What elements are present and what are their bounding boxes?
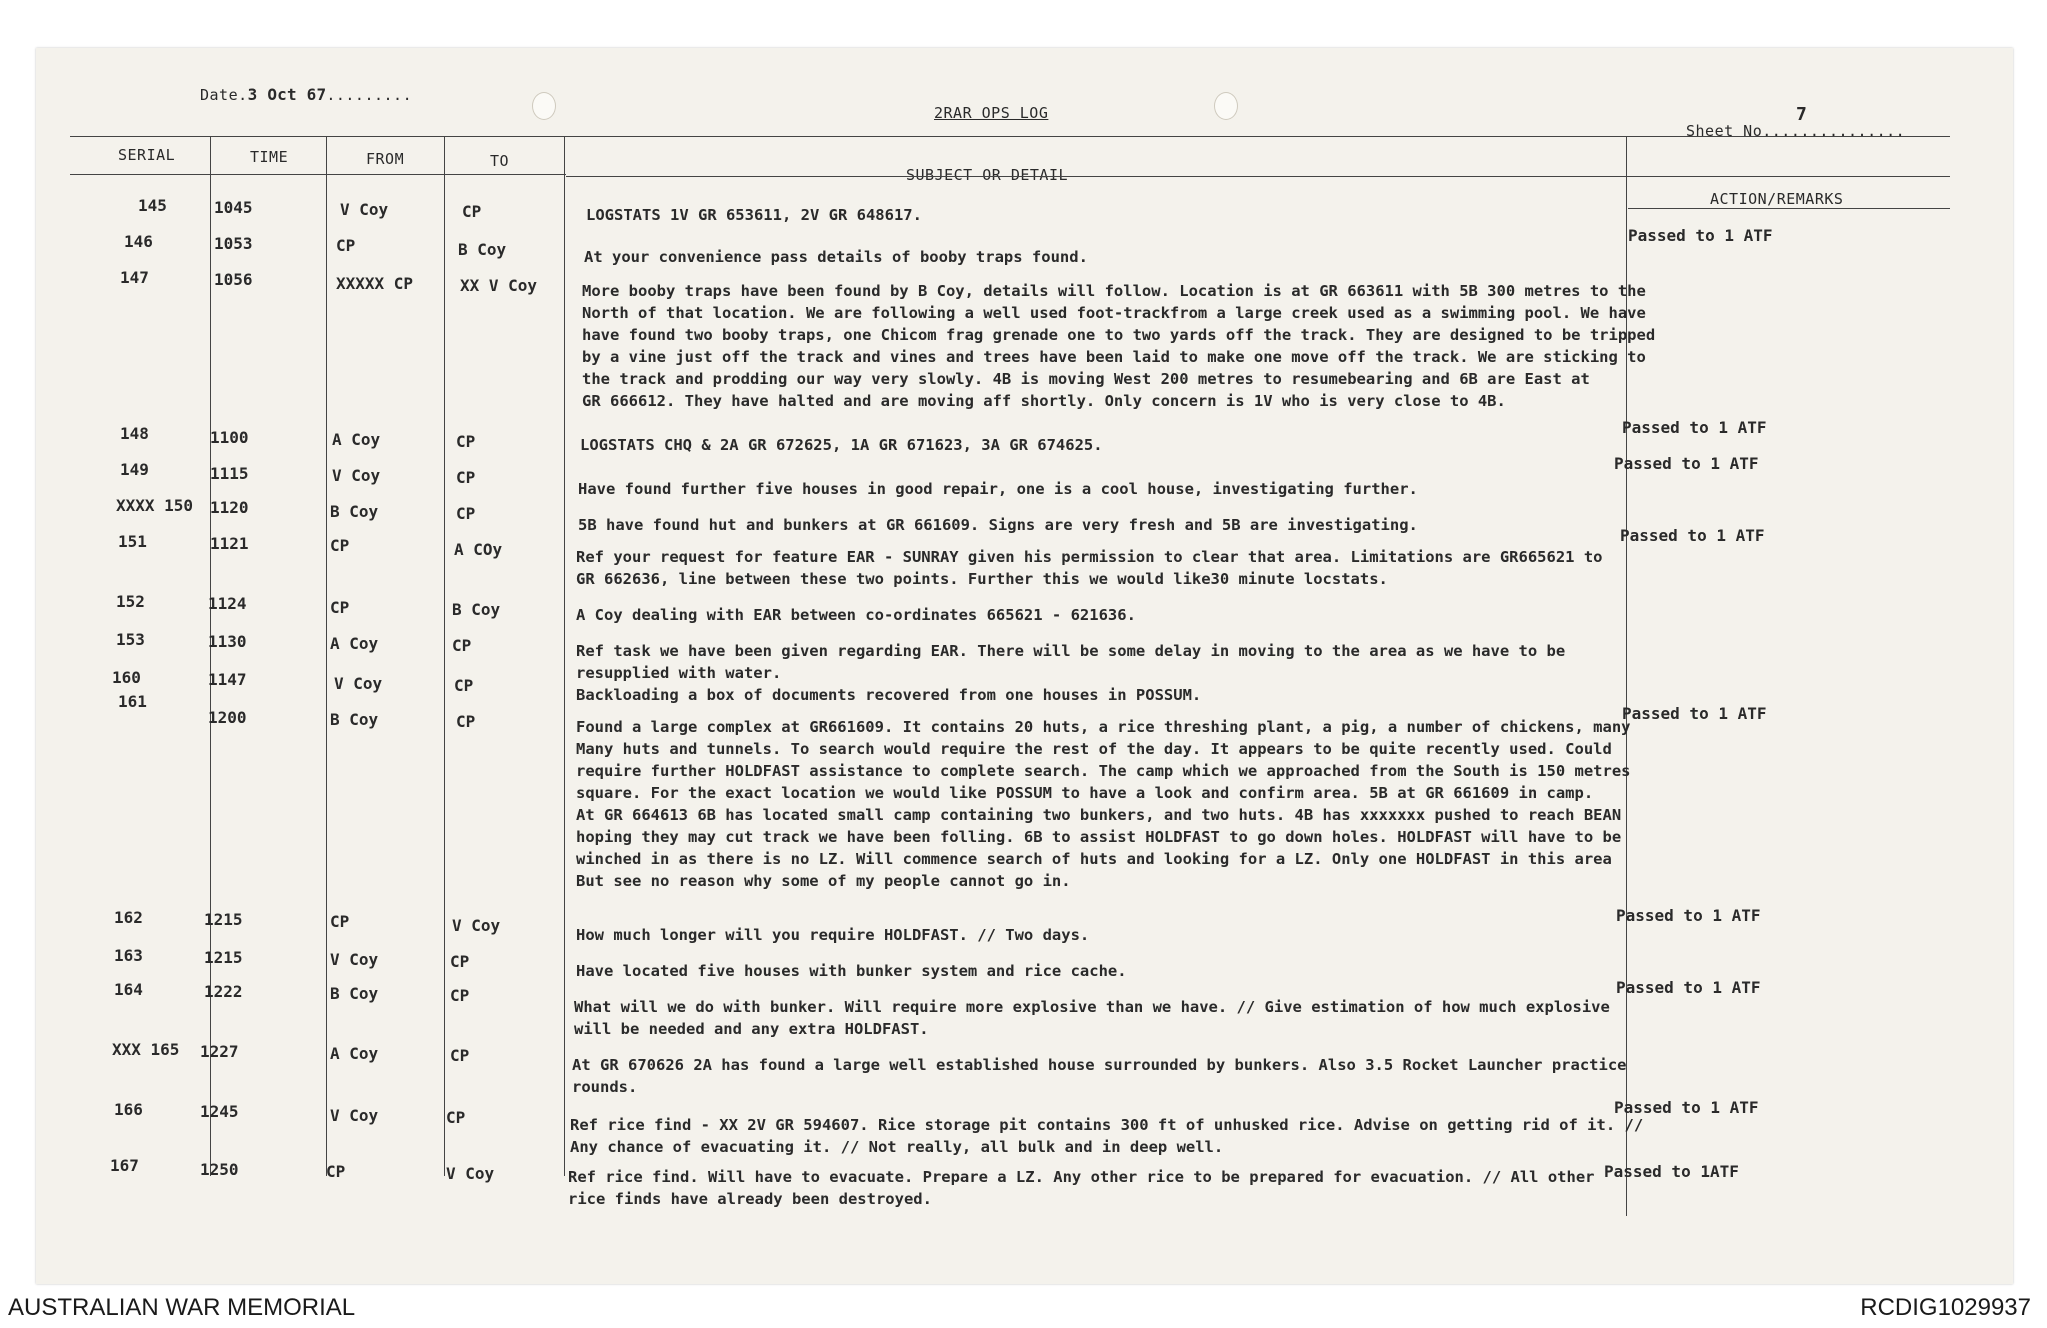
entry-from: A Coy xyxy=(330,634,379,653)
entry-to: CP xyxy=(450,986,470,1005)
column-header-subject: SUBJECT OR DETAIL xyxy=(906,166,1069,184)
entry-time: 1121 xyxy=(210,534,249,553)
entry-serial: 161 xyxy=(118,692,147,711)
entry-subject-line: How much longer will you require HOLDFAST. // Two days. xyxy=(576,926,1090,944)
entry-to: CP xyxy=(446,1108,466,1127)
entry-to: CP xyxy=(454,676,474,695)
entry-subject-line: rounds. xyxy=(572,1078,638,1096)
date-field: Date.3 Oct 67......... xyxy=(200,85,413,104)
entry-subject xyxy=(572,1054,1627,1098)
entry-subject-line: But see no reason why some of my people cannot go in. xyxy=(576,872,1071,890)
entry-serial: 164 xyxy=(114,980,143,999)
entry-subject-line: Have located five houses with bunker system and rice cache. xyxy=(576,962,1127,980)
entry-from: CP xyxy=(326,1162,346,1181)
header-rule-subject xyxy=(566,176,1950,177)
column-divider-from-to xyxy=(444,136,445,1176)
entry-subject xyxy=(576,546,1603,590)
sheet-label: Sheet No. xyxy=(1686,122,1772,140)
entry-subject-line: LOGSTATS 1V GR 653611, 2V GR 648617. xyxy=(586,206,922,224)
entry-from: V Coy xyxy=(332,466,381,485)
entry-to: B Coy xyxy=(458,240,507,259)
footer-institution: AUSTRALIAN WAR MEMORIAL xyxy=(8,1294,356,1321)
entry-subject-line: Have found further five houses in good repair, one is a cool house, investigating further. xyxy=(578,480,1418,498)
entry-to: CP xyxy=(452,636,472,655)
entry-serial: 166 xyxy=(114,1100,143,1119)
entry-time: 1100 xyxy=(210,428,249,447)
entry-from: V Coy xyxy=(340,200,389,219)
header-rule-action xyxy=(1628,208,1950,209)
entry-subject-line: hoping they may cut track we have been folling. 6B to assist HOLDFAST to go down holes. HOLDFAST will have to be xyxy=(576,828,1622,846)
entry-time: 1120 xyxy=(210,498,249,517)
entry-subject-line: At GR 670626 2A has found a large well established house surrounded by bunkers. Also 3.5 Rocket Launcher practice xyxy=(572,1056,1627,1074)
entry-subject-line: the track and prodding our way very slowly. 4B is moving West 200 metres to resumebearing and 6B are East at xyxy=(582,370,1590,388)
entry-subject-line: North of that location. We are following a well used foot-trackfrom a large creek used as a swimming pool. We have xyxy=(582,304,1646,322)
entry-serial: 160 xyxy=(112,668,141,687)
entry-time: 1215 xyxy=(204,948,243,967)
entry-subject-line: Ref your request for feature EAR - SUNRAY given his permission to clear that area. Limitations are GR665621 to xyxy=(576,548,1603,566)
entry-to: CP xyxy=(450,952,470,971)
date-value: 3 Oct 67 xyxy=(247,85,327,104)
entry-subject-line: Ref rice find. Will have to evacuate. Prepare a LZ. Any other rice to be prepared for evacuation. // All other xyxy=(568,1168,1595,1186)
footer-record-id: RCDIG1029937 xyxy=(1860,1294,2031,1321)
entry-from: B Coy xyxy=(330,984,379,1003)
sheet-number-value: 7 xyxy=(1796,104,1807,125)
entry-time: 1222 xyxy=(204,982,243,1001)
entry-subject-line: Many huts and tunnels. To search would require the rest of the day. It appears to be quite recently used. Could xyxy=(576,740,1612,758)
entry-action: Passed to 1 ATF xyxy=(1622,418,1767,437)
entry-action: Passed to 1 ATF xyxy=(1620,526,1765,545)
entry-serial: 167 xyxy=(110,1156,139,1175)
entry-subject xyxy=(576,716,1631,892)
entry-time: 1147 xyxy=(208,670,247,689)
entry-action: Passed to 1ATF xyxy=(1604,1162,1739,1181)
entry-serial: 153 xyxy=(116,630,145,649)
entry-subject-line: A Coy dealing with EAR between co-ordinates 665621 - 621636. xyxy=(576,606,1136,624)
date-label: Date xyxy=(200,86,239,104)
entry-serial: XXX 165 xyxy=(112,1040,180,1059)
entry-to: B Coy xyxy=(452,600,501,619)
entry-subject xyxy=(580,434,1103,456)
log-title: 2RAR OPS LOG xyxy=(934,104,1049,122)
entry-from: V Coy xyxy=(330,950,379,969)
entry-serial: 145 xyxy=(138,196,167,215)
entry-to: CP xyxy=(450,1046,470,1065)
entry-subject-line: Any chance of evacuating it. // Not really, all bulk and in deep well. xyxy=(570,1138,1224,1156)
entry-subject xyxy=(568,1166,1595,1210)
entry-subject xyxy=(576,640,1565,684)
entry-to: V Coy xyxy=(452,916,501,935)
entry-action: Passed to 1 ATF xyxy=(1616,906,1761,925)
column-header-serial: SERIAL xyxy=(118,146,176,164)
entry-subject xyxy=(584,246,1088,268)
entry-serial: 147 xyxy=(120,268,149,287)
entry-from: CP xyxy=(330,598,350,617)
entry-subject-line: require further HOLDFAST assistance to complete search. The camp which we approached from the South is 150 metres xyxy=(576,762,1631,780)
entry-subject-line: LOGSTATS CHQ & 2A GR 672625, 1A GR 671623, 3A GR 674625. xyxy=(580,436,1103,454)
entry-time: 1053 xyxy=(214,234,253,253)
entry-subject-line: Ref task we have been given regarding EAR. There will be some delay in moving to the area as we have to be xyxy=(576,642,1566,660)
entry-subject-line: GR 662636, line between these two points. Further this we would like30 minute locstats. xyxy=(576,570,1388,588)
entry-to: CP xyxy=(456,712,476,731)
sheet-number-field: Sheet No............... xyxy=(1686,122,1906,140)
entry-subject xyxy=(582,280,1655,412)
entry-subject xyxy=(576,604,1136,626)
entry-to: CP xyxy=(456,432,476,451)
entry-subject-line: rice finds have already been destroyed. xyxy=(568,1190,932,1208)
entry-subject xyxy=(576,960,1127,982)
entry-time: 1200 xyxy=(208,708,247,727)
column-header-to: TO xyxy=(490,152,510,170)
entry-serial: 163 xyxy=(114,946,143,965)
entry-time: 1115 xyxy=(210,464,249,483)
column-divider-to-subject xyxy=(564,136,565,1176)
punch-hole xyxy=(1214,92,1238,120)
entry-action: Passed to 1 ATF xyxy=(1616,978,1761,997)
entry-to: CP xyxy=(456,504,476,523)
entry-from: XXXXX CP xyxy=(336,274,414,293)
column-header-time: TIME xyxy=(250,148,289,166)
entry-subject xyxy=(578,478,1418,500)
entry-subject-line: GR 666612. They have halted and are moving aff shortly. Only concern is 1V who is very close to 4B. xyxy=(582,392,1506,410)
entry-time: 1215 xyxy=(204,910,243,929)
entry-subject xyxy=(570,1114,1643,1158)
column-divider-serial-time xyxy=(210,136,211,1176)
header-rule-left xyxy=(70,174,566,175)
entry-subject-line: Ref rice find - XX 2V GR 594607. Rice storage pit contains 300 ft of unhusked rice. Advise on getting rid of it. // xyxy=(570,1116,1644,1134)
entry-subject-line: What will we do with bunker. Will require more explosive than we have. // Give estimation of how much explosive xyxy=(574,998,1610,1016)
entry-from: B Coy xyxy=(330,502,379,521)
entry-subject-line: will be needed and any extra HOLDFAST. xyxy=(574,1020,929,1038)
entry-subject xyxy=(578,514,1418,536)
entry-serial: XXXX 150 xyxy=(116,496,194,515)
entry-subject-line: At your convenience pass details of booby traps found. xyxy=(584,248,1088,266)
column-divider-time-from xyxy=(326,136,327,1176)
entry-from: A Coy xyxy=(332,430,381,449)
column-header-from: FROM xyxy=(366,150,405,168)
entry-time: 1056 xyxy=(214,270,253,289)
entry-from: CP xyxy=(330,536,350,555)
entry-subject xyxy=(576,924,1089,946)
entry-from: A Coy xyxy=(330,1044,379,1063)
entry-subject-line: square. For the exact location we would like POSSUM to have a look and confirm area. 5B at GR 661609 in camp. xyxy=(576,784,1594,802)
entry-to: A COy xyxy=(454,540,503,559)
entry-time: 1124 xyxy=(208,594,247,613)
entry-subject-line: More booby traps have been found by B Coy, details will follow. Location is at GR 663611 with 5B 300 metres to the xyxy=(582,282,1646,300)
entry-action: Passed to 1 ATF xyxy=(1614,454,1759,473)
entry-action: Passed to 1 ATF xyxy=(1628,226,1773,245)
entry-time: 1045 xyxy=(214,198,253,217)
entry-subject-line: by a vine just off the track and vines and trees have been laid to make one move off the track. We are sticking to xyxy=(582,348,1646,366)
entry-from: V Coy xyxy=(330,1106,379,1125)
entry-subject-line: Backloading a box of documents recovered from one houses in POSSUM. xyxy=(576,686,1202,704)
entry-action: Passed to 1 ATF xyxy=(1614,1098,1759,1117)
entry-from: CP xyxy=(330,912,350,931)
entry-serial: 148 xyxy=(120,424,149,443)
entry-subject-line: Found a large complex at GR661609. It contains 20 huts, a rice threshing plant, a pig, a number of chickens, many xyxy=(576,718,1631,736)
entry-subject-line: resupplied with water. xyxy=(576,664,782,682)
entry-time: 1130 xyxy=(208,632,247,651)
entry-from: V Coy xyxy=(334,674,383,693)
entry-serial: 162 xyxy=(114,908,143,927)
entry-subject-line: 5B have found hut and bunkers at GR 661609. Signs are very fresh and 5B are investigating. xyxy=(578,516,1418,534)
entry-serial: 146 xyxy=(124,232,153,251)
entry-serial: 151 xyxy=(118,532,147,551)
entry-serial: 152 xyxy=(116,592,145,611)
entry-time: 1227 xyxy=(200,1042,239,1061)
entry-from: B Coy xyxy=(330,710,379,729)
entry-subject-line: winched in as there is no LZ. Will commence search of huts and looking for a LZ. Only one HOLDFAST in this area xyxy=(576,850,1612,868)
entry-time: 1250 xyxy=(200,1160,239,1179)
entry-serial: 149 xyxy=(120,460,149,479)
entry-action: Passed to 1 ATF xyxy=(1622,704,1767,723)
entry-subject-line: have found two booby traps, one Chicom frag grenade one to two yards off the track. They are designed to be tripped xyxy=(582,326,1656,344)
entry-time: 1245 xyxy=(200,1102,239,1121)
entry-from: CP xyxy=(336,236,356,255)
header-rule-top xyxy=(70,136,1950,137)
entry-to: XX V Coy xyxy=(460,276,538,295)
entry-subject-line: At GR 664613 6B has located small camp containing two bunkers, and two huts. 4B has xxxxxxx pushed to reach BEAN xyxy=(576,806,1622,824)
punch-hole xyxy=(532,92,556,120)
entry-subject xyxy=(586,204,922,226)
column-header-action: ACTION/REMARKS xyxy=(1710,190,1844,208)
entry-to: CP xyxy=(456,468,476,487)
entry-to: CP xyxy=(462,202,482,221)
entry-subject xyxy=(576,684,1201,706)
entry-to: V Coy xyxy=(446,1164,495,1183)
entry-subject xyxy=(574,996,1610,1040)
